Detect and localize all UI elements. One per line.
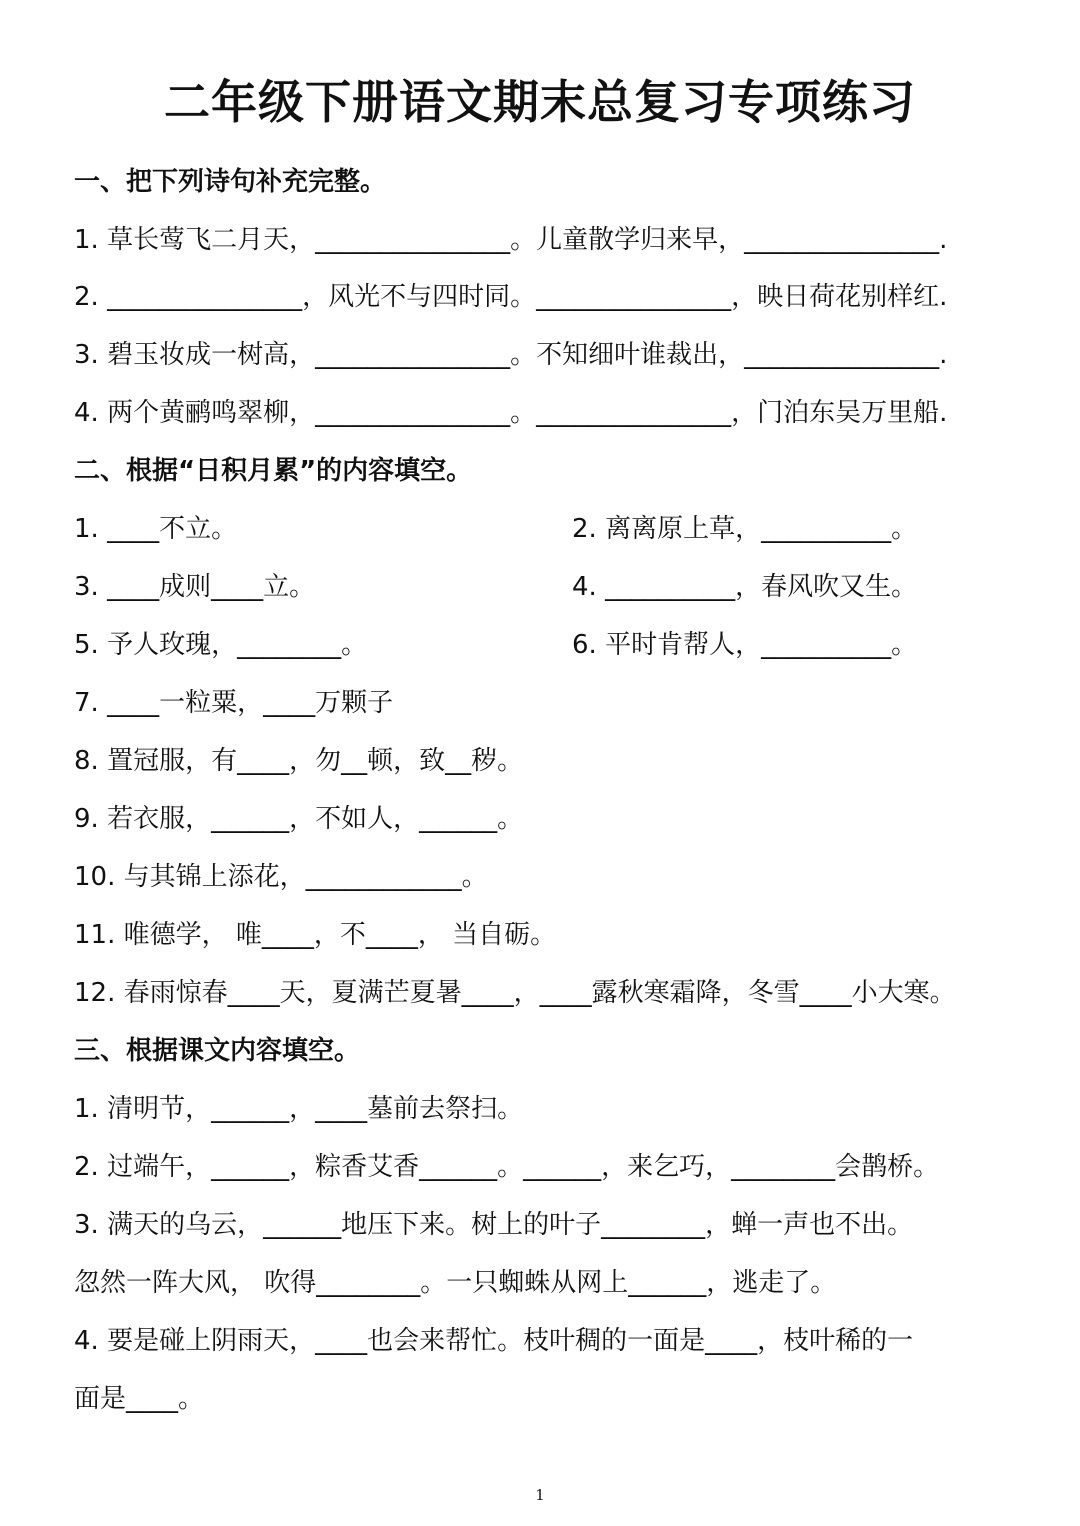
section-1-item-4: 4. 两个黄鹂鸣翠柳，_______________。_______________，门泊东吴万里船.: [74, 398, 948, 428]
section-2-item-11: 11. 唯德学， 唯____，不____， 当自砺。: [74, 920, 557, 950]
section-2-item-4: 4. __________，春风吹又生。: [572, 572, 918, 602]
section-1-item-1: 1. 草长莺飞二月天，_______________。儿童散学归来早，_______________.: [74, 225, 948, 255]
section-3-item-1: 1. 清明节，______，____墓前去祭扫。: [74, 1094, 524, 1124]
section-2-item-8: 8. 置冠服，有____，勿__顿，致__秽。: [74, 746, 524, 776]
section-3-item-3: 3. 满天的乌云，______地压下来。树上的叶子________，蝉一声也不出。: [74, 1210, 914, 1240]
section-3-heading: 三、根据课文内容填空。: [74, 1036, 361, 1066]
section-2-item-5: 5. 予人玫瑰，________。: [74, 630, 368, 660]
section-2-item-1: 1. ____不立。: [74, 514, 238, 544]
section-1-heading: 一、把下列诗句补充完整。: [74, 167, 387, 197]
section-3-item-4: 4. 要是碰上阴雨天，____也会来帮忙。枝叶稠的一面是____，枝叶稀的一: [74, 1326, 914, 1356]
section-3-item-2: 2. 过端午，______，粽香艾香______。______，来乞巧，________会鹊桥。: [74, 1152, 940, 1182]
section-1-item-3: 3. 碧玉妆成一树高，_______________。不知细叶谁裁出，_______________.: [74, 340, 948, 370]
page-number: 1: [535, 1486, 545, 1504]
section-2-heading: 二、根据“日积月累”的内容填空。: [74, 456, 473, 486]
section-2-item-10: 10. 与其锦上添花，____________。: [74, 862, 488, 892]
section-2-item-12: 12. 春雨惊春____天，夏满芒夏暑____，____露秋寒霜降，冬雪____小大寒。: [74, 978, 956, 1008]
section-3-item-4-cont: 面是____。: [74, 1384, 205, 1414]
section-1-item-2: 2. _______________，风光不与四时同。_______________，映日荷花别样红.: [74, 282, 948, 312]
section-2-item-3: 3. ____成则____立。: [74, 572, 316, 602]
section-2-item-2: 2. 离离原上草，__________。: [572, 514, 918, 544]
page-title: 二年级下册语文期末总复习专项练习: [164, 75, 916, 129]
section-3-item-3-cont: 忽然一阵大风， 吹得________。一只蜘蛛从网上______，逃走了。: [74, 1268, 837, 1298]
section-2-item-7: 7. ____一粒粟，____万颗子: [74, 688, 394, 718]
section-2-item-6: 6. 平时肯帮人，__________。: [572, 630, 918, 660]
section-2-item-9: 9. 若衣服，______，不如人，______。: [74, 804, 524, 834]
